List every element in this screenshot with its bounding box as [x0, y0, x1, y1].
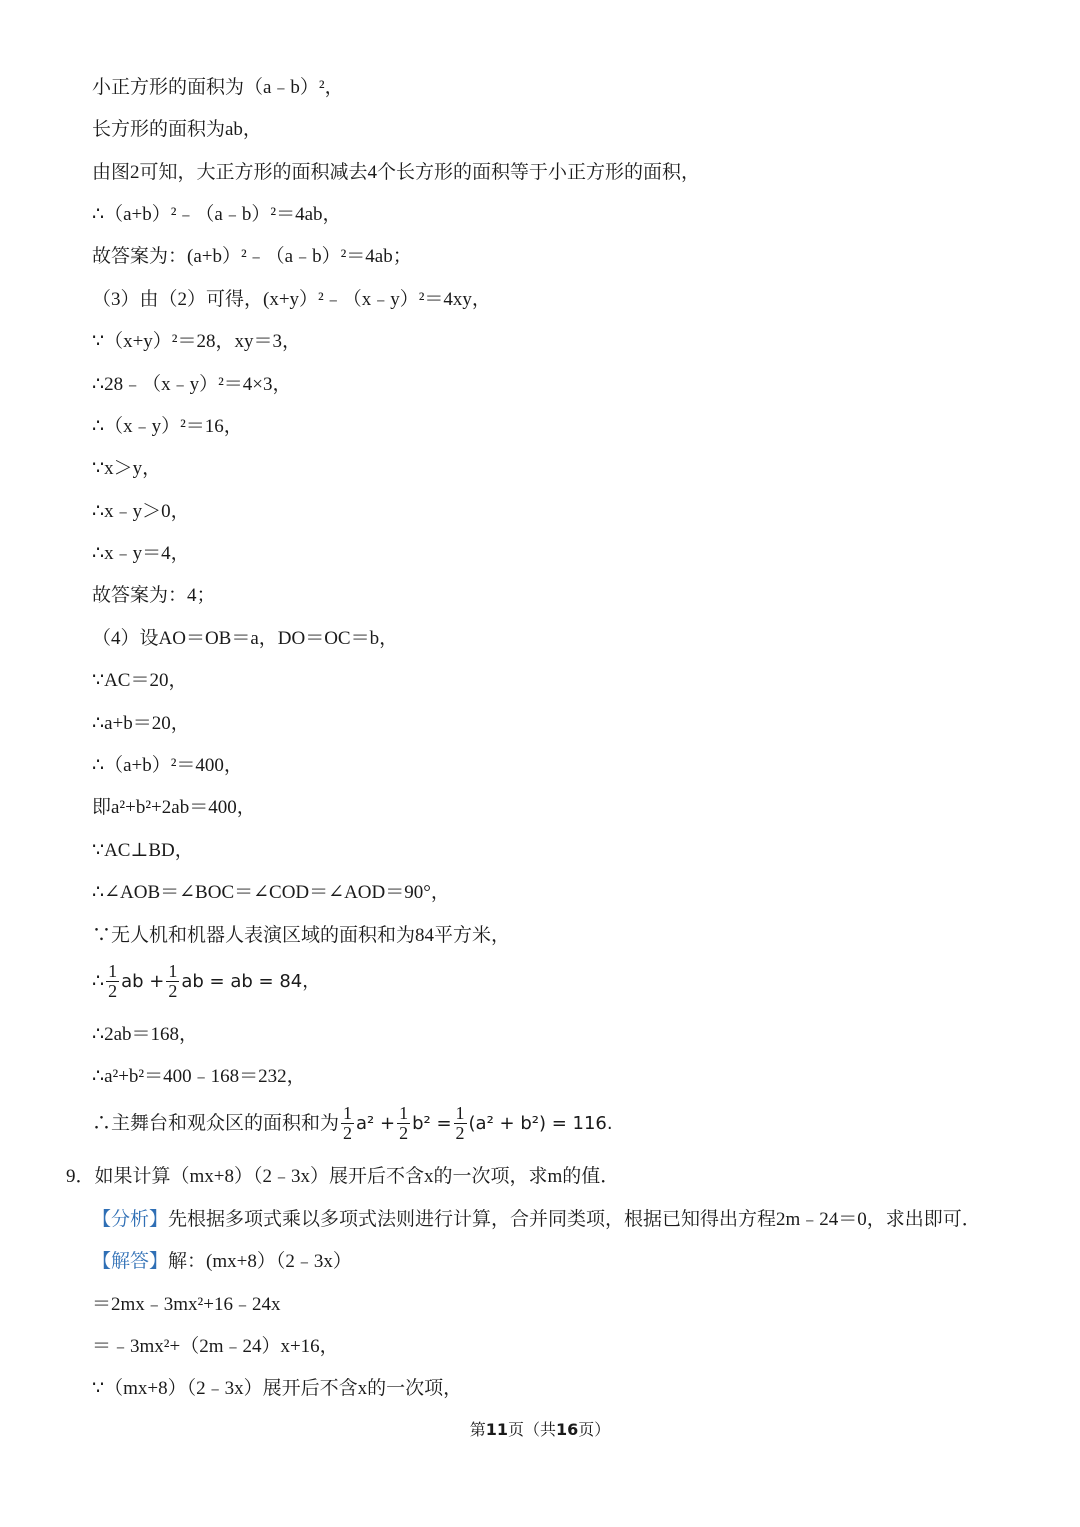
text-line: ∴（x﹣y）²＝16，: [92, 416, 243, 437]
text-line: 长方形的面积为ab，: [92, 119, 262, 140]
fraction-denominator: 2: [168, 981, 178, 1001]
solution-text: 解：(mx+8）（2﹣3x）: [168, 1251, 352, 1272]
math-term: b² =: [412, 1112, 452, 1134]
footer-pre: 第: [469, 1420, 486, 1439]
fraction-equation-2: [92, 1104, 613, 1143]
text-line: ∵（mx+8）（2﹣3x）展开后不含x的一次项，: [92, 1378, 463, 1399]
page-footer: [0, 1417, 1080, 1440]
solution-line: [92, 1250, 352, 1274]
text-line: ∴x﹣y＞0，: [92, 501, 190, 522]
fraction: [454, 1104, 467, 1143]
text-line: 故答案为：(a+b）²﹣（a﹣b）²＝4ab；: [92, 246, 412, 267]
text-line: ∵AC⊥BD，: [92, 840, 194, 861]
fraction-numerator: 1: [399, 1103, 409, 1123]
math-term: ab = ab = 84，: [181, 970, 321, 992]
fraction-denominator: 2: [108, 981, 118, 1001]
text-line: ∵（x+y）²＝28，xy＝3，: [92, 331, 302, 352]
text-prefix: ∴主舞台和观众区的面积和为: [92, 1112, 340, 1134]
analysis-tag: 【分析】: [92, 1209, 169, 1230]
fraction: [397, 1104, 410, 1143]
footer-mid: 页（共: [507, 1420, 556, 1439]
fraction-numerator: 1: [108, 961, 118, 981]
question-9: 9．如果计算（mx+8）（2﹣3x）展开后不含x的一次项，求m的值．: [66, 1166, 620, 1187]
text-line: ＝﹣3mx²+（2m﹣24）x+16，: [92, 1336, 339, 1357]
text-line: 由图2可知，大正方形的面积减去4个长方形的面积等于小正方形的面积，: [92, 162, 701, 183]
math-term: a² +: [356, 1112, 396, 1134]
fraction-equation-1: [92, 962, 320, 1001]
text-prefix: ∴: [92, 970, 105, 992]
page-number: 11: [485, 1420, 508, 1439]
fraction: [341, 1104, 354, 1143]
fraction-denominator: 2: [343, 1123, 353, 1143]
fraction-denominator: 2: [399, 1123, 409, 1143]
math-term: ab +: [121, 970, 165, 992]
text-line: 即a²+b²+2ab＝400，: [92, 797, 256, 818]
text-line: （3）由（2）可得，(x+y）²﹣（x﹣y）²＝4xy，: [92, 289, 491, 310]
text-line: ∵x＞y，: [92, 458, 162, 479]
fraction-denominator: 2: [455, 1123, 465, 1143]
fraction: [106, 962, 119, 1001]
text-line: ∴（a+b）²﹣（a﹣b）²＝4ab，: [92, 204, 342, 225]
text-line: ∴2ab＝168，: [92, 1024, 199, 1045]
fraction: [166, 962, 179, 1001]
solution-tag: 【解答】: [92, 1251, 169, 1272]
analysis-text: 先根据多项式乘以多项式法则进行计算，合并同类项，根据已知得出方程2m﹣24＝0，求出即可．: [168, 1209, 981, 1230]
text-line: 小正方形的面积为（a﹣b）²，: [92, 77, 344, 98]
fraction-numerator: 1: [343, 1103, 353, 1123]
footer-post: 页）: [578, 1420, 611, 1439]
math-term: (a² + b²) = 116.: [468, 1112, 613, 1134]
text-line: ∴∠AOB＝∠BOC＝∠COD＝∠AOD＝90°，: [92, 882, 450, 903]
text-line: （4）设AO＝OB＝a，DO＝OC＝b，: [92, 628, 399, 649]
text-line: 故答案为：4；: [92, 585, 216, 606]
text-line: ∴（a+b）²＝400，: [92, 755, 243, 776]
text-line: ∴x﹣y＝4，: [92, 543, 190, 564]
text-line: ∵无人机和机器人表演区域的面积和为84平方米，: [92, 925, 511, 946]
analysis-line: [92, 1208, 981, 1232]
text-line: ∴28﹣（x﹣y）²＝4×3，: [92, 374, 292, 395]
text-line: ＝2mx﹣3mx²+16﹣24x: [92, 1294, 281, 1315]
text-line: ∵AC＝20，: [92, 670, 188, 691]
fraction-numerator: 1: [168, 961, 178, 981]
fraction-numerator: 1: [455, 1103, 465, 1123]
text-line: ∴a+b＝20，: [92, 713, 190, 734]
page-total: 16: [556, 1420, 579, 1439]
text-line: ∴a²+b²＝400﹣168＝232，: [92, 1066, 306, 1087]
